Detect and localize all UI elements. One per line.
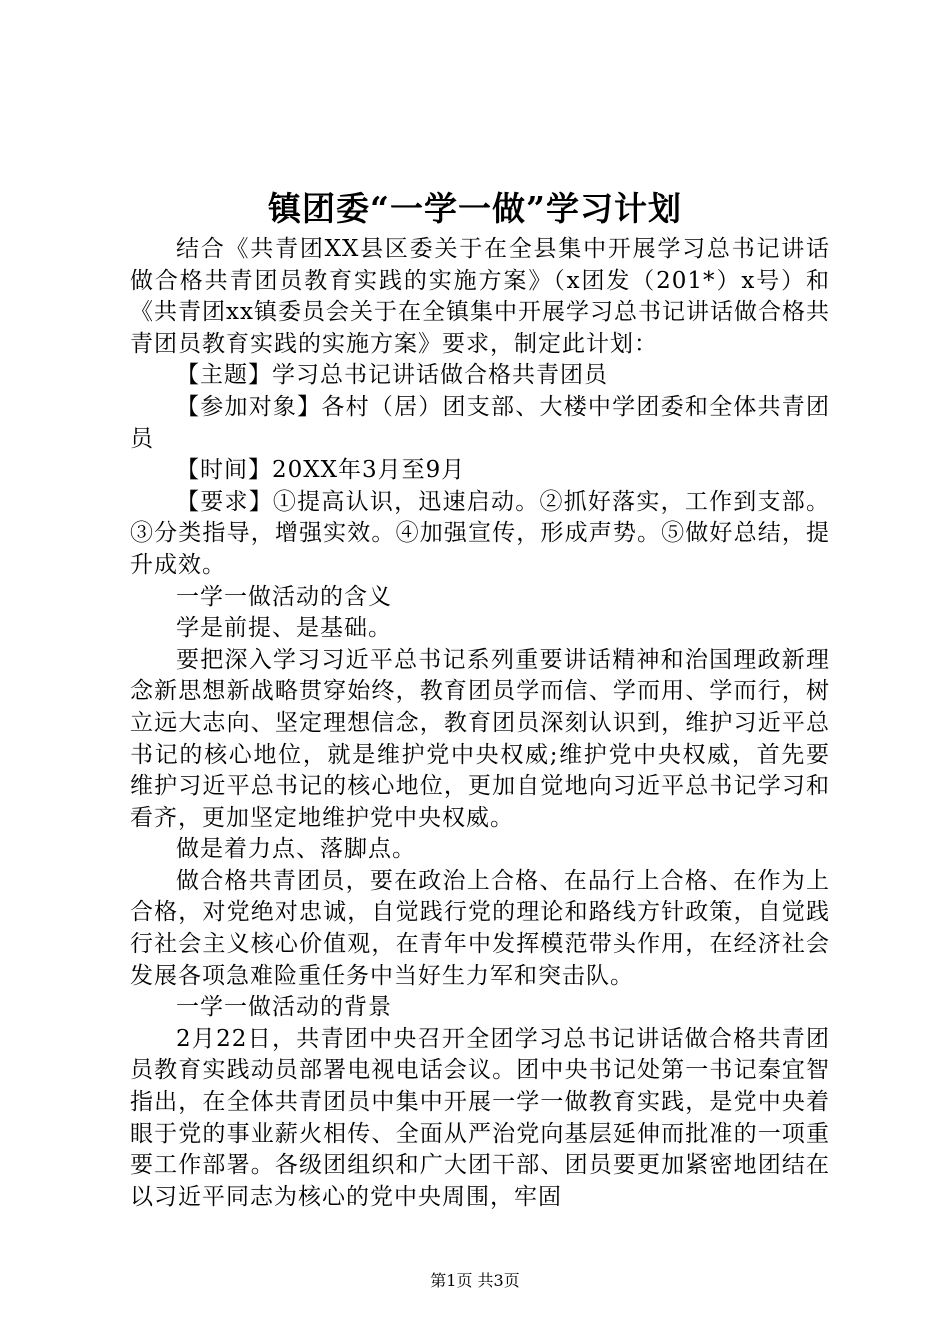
paragraph-time: 【时间】20XX年3月至9月 bbox=[176, 457, 466, 484]
paragraph-intro: 结合《共青团XX县区委关于在全县集中开展学习总书记讲话做合格共青团员教育实践的实施方案》（x团发（201*）x号）和《共青团xx镇委员会关于在全镇集中开展学习总书记讲话做合格共青团员教育实践的实施方案》要求，制定此计划： bbox=[130, 236, 830, 357]
paragraph-requirements: 【要求】①提高认识，迅速启动。②抓好落实，工作到支部。③分类指导，增强实效。④加强宣传，形成声势。⑤做好总结，提升成效。 bbox=[130, 488, 830, 578]
paragraph-study-detail: 要把深入学习习近平总书记系列重要讲话精神和治国理政新理念新思想新战略贯穿始终，教育团员学而信、学而用、学而行，树立远大志向、坚定理想信念，教育团员深刻认识到，维护习近平总书记的核心地位，就是维护党中央权威;维护党中央权威，首先要维护习近平总书记的核心地位，更加自觉地向习近平总书记学习和看齐，更加坚定地维护党中央权威。 bbox=[130, 646, 830, 831]
paragraph-participants: 【参加对象】各村（居）团支部、大楼中学团委和全体共青团员 bbox=[130, 393, 830, 452]
paragraph-do-detail: 做合格共青团员，要在政治上合格、在品行上合格、在作为上合格，对党绝对忠诚，自觉践行党的理论和路线方针政策，自觉践行社会主义核心价值观，在青年中发挥模范带头作用，在经济社会发展各项急难险重任务中当好生力军和突击队。 bbox=[130, 867, 830, 989]
document-title: 镇团委“一学一做”学习计划 bbox=[268, 189, 682, 228]
paragraph-study-premise: 学是前提、是基础。 bbox=[176, 615, 392, 642]
section-heading-meaning: 一学一做活动的含义 bbox=[176, 583, 392, 610]
document-body bbox=[130, 234, 830, 1213]
section-heading-background: 一学一做活动的背景 bbox=[176, 994, 392, 1021]
paragraph-do-focus: 做是着力点、落脚点。 bbox=[176, 836, 416, 863]
paragraph-background-detail: 2月22日，共青团中央召开全团学习总书记讲话做合格共青团员教育实践动员部署电视电话会议。团中央书记处第一书记秦宜智指出，在全体共青团员中集中开展一学一做教育实践，是党中央着眼于党的事业薪火相传、全面从严治党向基层延伸而批准的一项重要工作部署。各级团组织和广大团干部、团员要更加紧密地团结在以习近平同志为核心的党中央周围，牢固 bbox=[130, 1025, 830, 1210]
paragraph-theme: 【主题】学习总书记讲话做合格共青团员 bbox=[176, 362, 608, 389]
page-footer: 第1页 共3页 bbox=[430, 1271, 520, 1290]
